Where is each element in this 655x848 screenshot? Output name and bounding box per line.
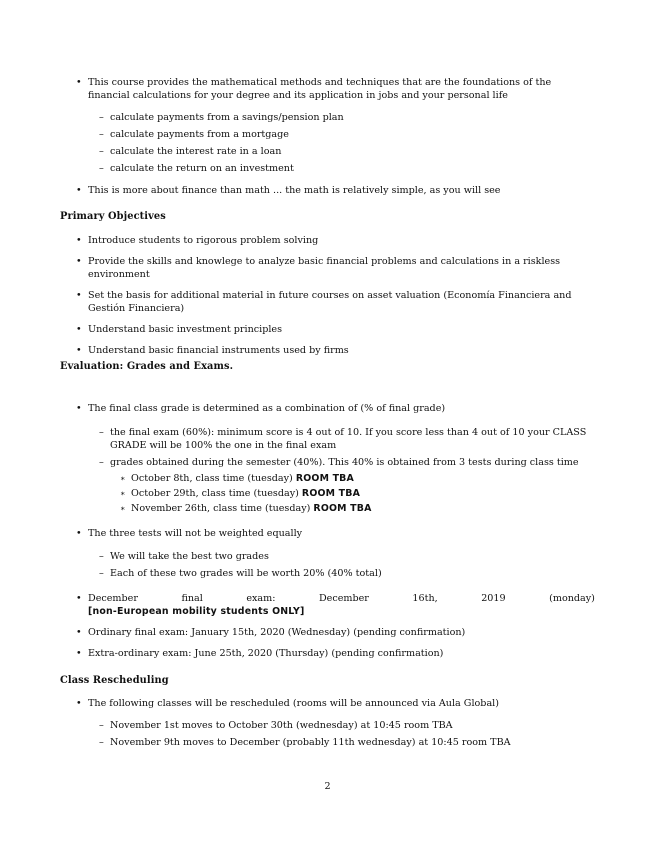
test-date: November 26th, class time (tuesday) (131, 503, 314, 514)
intro-subitem: calculate the return on an investment (110, 163, 294, 174)
list-item (0, 472, 655, 485)
page-number: 2 (324, 781, 331, 792)
evaluation-text: The final class grade is determined as a combination of (% of final grade) (88, 403, 446, 414)
list-item (0, 344, 655, 357)
bullet-marker: • (76, 698, 82, 709)
dash-marker: – (99, 112, 104, 123)
list-item (0, 567, 655, 580)
list-item (0, 111, 655, 124)
list-item (0, 426, 655, 452)
list-item (0, 502, 655, 515)
objective-text: Understand basic investment principles (88, 324, 283, 335)
intro-bullet-text: This course provides the mathematical methods and techniques that are the foundations of the financial calculations for your degree and its application in jobs and your personal life (88, 77, 552, 101)
weighting-subitem: We will take the best two grades (110, 551, 269, 562)
test-date: October 8th, class time (tuesday) (131, 473, 296, 484)
december-exam-line (88, 592, 595, 605)
word: exam: (246, 593, 276, 604)
intro-section (0, 76, 655, 197)
test-room: ROOM TBA (301, 488, 361, 499)
list-item (0, 719, 655, 732)
evaluation-subitem: grades obtained during the semester (40%). This 40% is obtained from 3 tests during class time (110, 457, 579, 468)
list-item (0, 128, 655, 141)
bullet-marker: • (76, 345, 82, 356)
ordinary-exam-text: Ordinary final exam: January 15th, 2020 (Wednesday) (pending confirmation) (88, 627, 466, 638)
star-marker: ∗ (120, 504, 126, 513)
exams-section (0, 592, 655, 660)
dash-marker: – (99, 146, 104, 157)
section-heading: Primary Objectives (60, 211, 166, 222)
bullet-marker: • (76, 235, 82, 246)
rescheduling-text: The following classes will be rescheduled (rooms will be announced via Aula Global) (88, 698, 499, 709)
bullet-marker: • (76, 324, 82, 335)
list-item (0, 323, 655, 336)
weighting-subitem: Each of these two grades will be worth 20% (40% total) (110, 568, 382, 579)
rescheduling-section (0, 697, 655, 749)
test-room: ROOM TBA (295, 473, 354, 484)
test-date: October 29th, class time (tuesday) (131, 488, 302, 499)
list-item (0, 145, 655, 158)
dash-marker: – (99, 551, 104, 562)
list-item (0, 255, 655, 281)
dash-marker: – (99, 163, 104, 174)
star-marker: ∗ (120, 474, 126, 483)
test-room: ROOM TBA (313, 503, 372, 514)
bullet-marker: • (76, 528, 82, 539)
list-item (0, 456, 655, 469)
bullet-marker: • (76, 185, 82, 196)
dash-marker: – (99, 737, 104, 748)
dash-marker: – (99, 129, 104, 140)
weighting-section (0, 527, 655, 580)
dash-marker: – (99, 457, 104, 468)
word: December (88, 593, 138, 604)
list-item (0, 487, 655, 500)
intro-subitem: calculate the interest rate in a loan (110, 146, 282, 157)
objective-text: Set the basis for additional material in future courses on asset valuation (Economía Financiera and Gestión Financiera) (88, 290, 572, 314)
bullet-marker: • (76, 290, 82, 301)
intro-subitem: calculate payments from a savings/pension plan (110, 112, 344, 123)
star-marker: ∗ (120, 489, 126, 498)
word: (monday) (549, 593, 595, 604)
objective-text: Introduce students to rigorous problem solving (88, 235, 319, 246)
list-item (0, 76, 655, 102)
list-item (0, 234, 655, 247)
list-item (0, 527, 655, 540)
section-heading: Class Rescheduling (60, 675, 169, 686)
list-item (0, 592, 655, 618)
list-item (0, 550, 655, 563)
list-item (0, 647, 655, 660)
word: 16th, (412, 593, 438, 604)
evaluation-text: The three tests will not be weighted equally (88, 528, 303, 539)
rescheduling-item: November 1st moves to October 30th (wednesday) at 10:45 room TBA (110, 720, 453, 731)
bullet-marker: • (76, 648, 82, 659)
word: final (181, 593, 203, 604)
objective-text: Provide the skills and knowlege to analyze basic financial problems and calculations in a riskless environment (88, 256, 561, 280)
bullet-marker: • (76, 593, 82, 604)
list-item (0, 402, 655, 415)
section-heading: Evaluation: Grades and Exams. (60, 361, 234, 372)
objective-text: Understand basic financial instruments used by firms (88, 345, 349, 356)
evaluation-section (0, 402, 655, 515)
word: December (318, 593, 369, 604)
word: 2019 (481, 593, 506, 604)
dash-marker: – (99, 720, 104, 731)
intro-subitem: calculate payments from a mortgage (110, 129, 289, 140)
list-item (0, 289, 655, 315)
list-item (0, 184, 655, 197)
list-item (0, 626, 655, 639)
bullet-marker: • (76, 256, 82, 267)
december-exam-note: [non-European mobility students ONLY] (88, 606, 305, 617)
evaluation-subitem: the final exam (60%): minimum score is 4 out of 10. If you score less than 4 out of 10 your CLASS GRADE will be 100% the one in the final exam (110, 427, 587, 451)
list-item (0, 697, 655, 710)
rescheduling-item: November 9th moves to December (probably 11th wednesday) at 10:45 room TBA (110, 737, 511, 748)
list-item (0, 162, 655, 175)
dash-marker: – (99, 427, 104, 438)
bullet-marker: • (76, 627, 82, 638)
intro-bullet-text: This is more about finance than math ... the math is relatively simple, as you will see (88, 185, 501, 196)
bullet-marker: • (76, 403, 82, 414)
objectives-section (0, 234, 655, 357)
dash-marker: – (99, 568, 104, 579)
bullet-marker: • (76, 77, 82, 88)
extraordinary-exam-text: Extra-ordinary exam: June 25th, 2020 (Thursday) (pending confirmation) (88, 648, 444, 659)
list-item (0, 736, 655, 749)
